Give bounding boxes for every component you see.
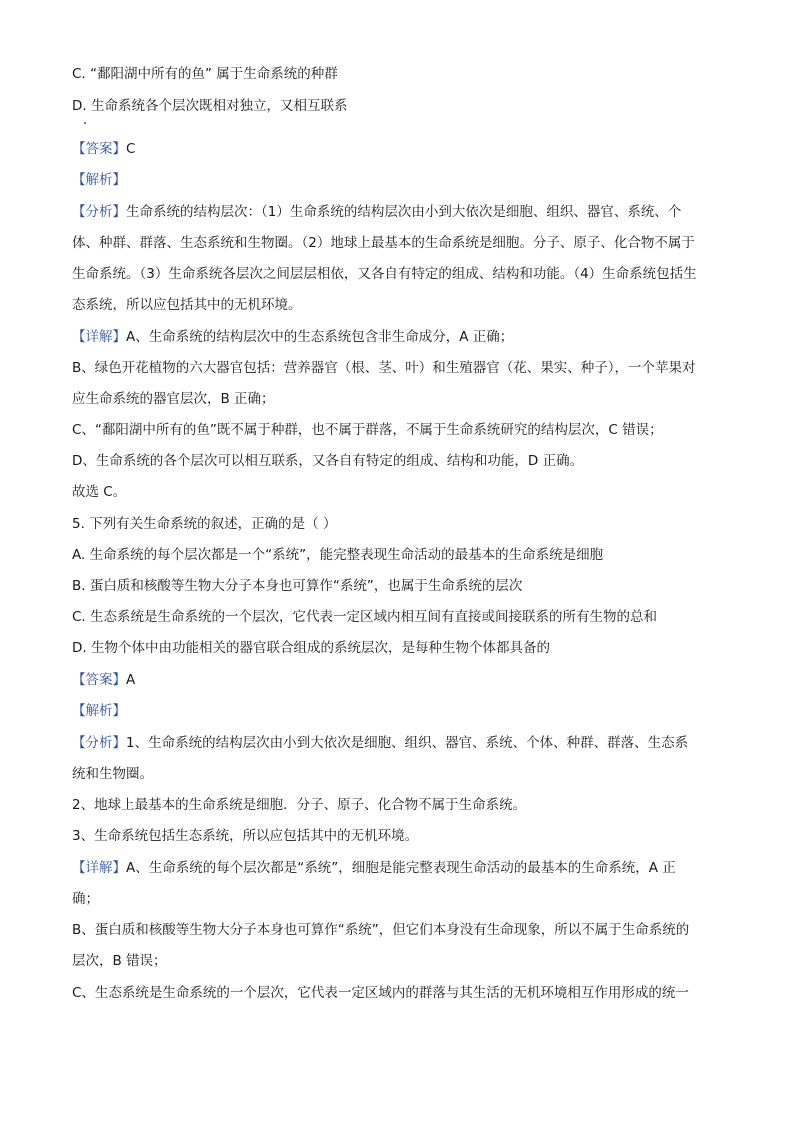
fenxi-line-3 <box>72 264 732 284</box>
text: D. 生物个体中由功能相关的器官联合组成的系统层次，是每种生物个体都具备的 <box>72 640 550 656</box>
q5-xiangjie-line-2 <box>72 889 732 909</box>
text: C. 生态系统是生命系统的一个层次，它代表一定区域内相互间有直接或间接联系的所有生物的总和 <box>72 609 658 625</box>
text: C、“鄱阳湖中所有的鱼”既不属于种群，也不属于群落，不属于生命系统研究的结构层次，C 错误； <box>72 422 663 438</box>
text: B、蛋白质和核酸等生物大分子本身也可算作“系统”，但它们本身没有生命现象，所以不属于生命系统的 <box>72 922 690 938</box>
text: 5. 下列有关生命系统的叙述，正确的是（ ） <box>72 516 337 532</box>
text: 1、生命系统的结构层次由小到大依次是细胞、组织、器官、系统、个体、种群、群落、生态系 <box>126 735 689 751</box>
option-c-line <box>72 64 732 84</box>
text: 统和生物圈。 <box>72 766 153 782</box>
answer-tag: 【答案】 <box>72 672 126 688</box>
q5-xiangjie-line-4 <box>72 951 732 971</box>
q5-fenxi-line-3 <box>72 795 732 815</box>
q5-fenxi-line-4 <box>72 826 732 846</box>
q5-option-d <box>72 638 732 658</box>
text: C、生态系统是生命系统的一个层次，它代表一定区域内的群落与其生活的无机环境相互作用形成的统一 <box>72 985 689 1001</box>
q5-option-b <box>72 576 732 596</box>
analysis-heading <box>72 170 732 190</box>
choose-c-line <box>72 482 732 502</box>
text: D. 生命系统各个层次既相对独立，又相互联系 <box>72 98 348 114</box>
fenxi-tag: 【分析】 <box>72 204 126 220</box>
text: A、生命系统的每个层次都是“系统”，细胞是能完整表现生命活动的最基本的生命系统，A 正 <box>126 860 676 876</box>
text: 层次，B 错误； <box>72 953 167 969</box>
q5-analysis-heading <box>72 701 732 721</box>
text: B、绿色开花植物的六大器官包括：营养器官（根、茎、叶）和生殖器官（花、果实、种子），一个苹果对 <box>72 360 696 376</box>
answer-line <box>72 139 732 159</box>
text: 生命系统的结构层次：（1）生命系统的结构层次由小到大依次是细胞、组织、器官、系统、个 <box>126 204 682 220</box>
xiangjie-line-4 <box>72 420 732 440</box>
fenxi-line-2 <box>72 233 732 253</box>
text: 故选 C。 <box>72 484 127 500</box>
q5-option-a <box>72 545 732 565</box>
xiangjie-tag: 【详解】 <box>72 329 126 345</box>
stray-dot <box>84 122 86 124</box>
q5-xiangjie-line-5 <box>72 983 732 1003</box>
xiangjie-line-2 <box>72 358 732 378</box>
q5-fenxi-line-2 <box>72 764 732 784</box>
text: 应生命系统的器官层次，B 正确； <box>72 391 275 407</box>
question-5-stem <box>72 514 732 534</box>
analysis-tag: 【解析】 <box>72 703 126 719</box>
text: B. 蛋白质和核酸等生物大分子本身也可算作“系统”，也属于生命系统的层次 <box>72 578 523 594</box>
text: 态系统，所以应包括其中的无机环境。 <box>72 297 302 313</box>
q5-xiangjie-line-1 <box>72 858 732 878</box>
text: 体、种群、群落、生态系统和生物圈。（2）地球上最基本的生命系统是细胞。分子、原子、化合物不属于 <box>72 235 695 251</box>
xiangjie-line-3 <box>72 389 732 409</box>
q5-xiangjie-line-3 <box>72 920 732 940</box>
answer-text: A <box>126 672 136 688</box>
xiangjie-tag: 【详解】 <box>72 860 126 876</box>
text: A. 生命系统的每个层次都是一个“系统”，能完整表现生命活动的最基本的生命系统是细胞 <box>72 547 604 563</box>
text: D、生命系统的各个层次可以相互联系，又各自有特定的组成、结构和功能，D 正确。 <box>72 453 584 469</box>
analysis-tag: 【解析】 <box>72 172 126 188</box>
xiangjie-line-1 <box>72 327 732 347</box>
text: A、生命系统的结构层次中的生态系统包含非生命成分，A 正确； <box>126 329 514 345</box>
q5-fenxi-line-1 <box>72 733 732 753</box>
text: 3、生命系统包括生态系统，所以应包括其中的无机环境。 <box>72 828 419 844</box>
text: C. “鄱阳湖中所有的鱼” 属于生命系统的种群 <box>72 66 338 82</box>
text: 2、地球上最基本的生命系统是细胞．分子、原子、化合物不属于生命系统。 <box>72 797 527 813</box>
q5-option-c <box>72 607 732 627</box>
answer-tag: 【答案】 <box>72 141 126 157</box>
fenxi-line-4 <box>72 295 732 315</box>
xiangjie-line-5 <box>72 451 732 471</box>
answer-text: C <box>126 141 136 157</box>
text: 确； <box>72 891 99 907</box>
option-d-line <box>72 96 732 116</box>
q5-answer-line <box>72 670 732 690</box>
fenxi-tag: 【分析】 <box>72 735 126 751</box>
text: 生命系统。（3）生命系统各层次之间层层相依，又各自有特定的组成、结构和功能。（4）生命系统包括生 <box>72 266 697 282</box>
fenxi-line-1 <box>72 202 732 222</box>
